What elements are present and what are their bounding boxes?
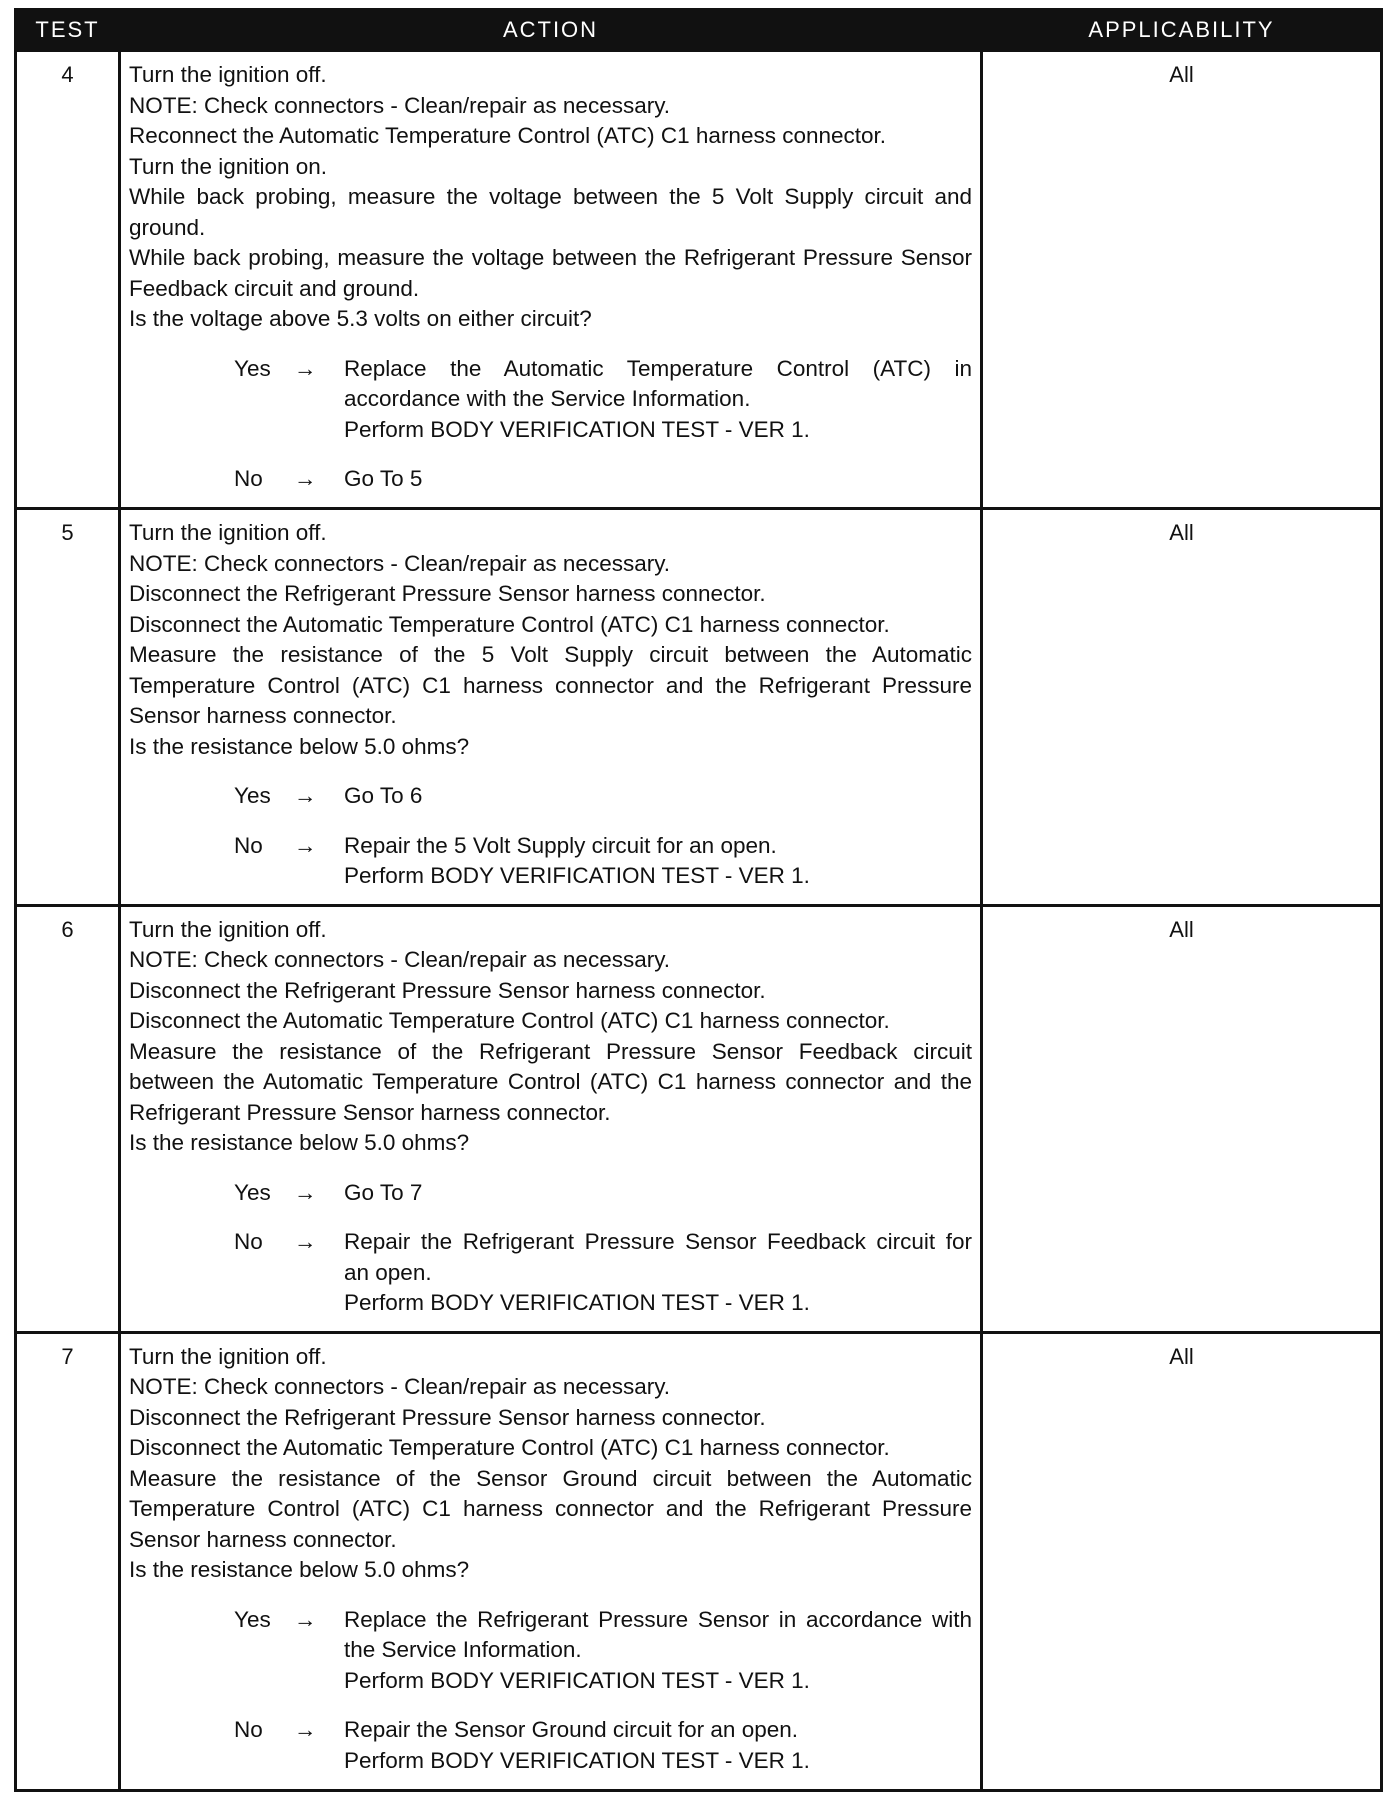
arrow-right-icon: →	[294, 1717, 317, 1743]
result-line: Replace the Refrigerant Pressure Sensor in accordance with the Service Information.	[344, 1606, 972, 1663]
answer-list	[129, 1605, 972, 1777]
action-cell	[120, 509, 982, 905]
result-line: Repair the 5 Volt Supply circuit for an open.	[344, 832, 777, 858]
arrow-right-icon: →	[294, 1229, 317, 1254]
arrow-right-icon: →	[294, 355, 317, 381]
action-step: Disconnect the Automatic Temperature Control (ATC) C1 harness connector.	[129, 1008, 890, 1033]
answer-yes	[129, 781, 972, 812]
result-line: Go To 5	[344, 466, 423, 491]
applicability-value: All	[982, 905, 1382, 1332]
arrow-right-icon: →	[294, 832, 317, 858]
answer-no	[129, 1715, 972, 1776]
applicability-value: All	[982, 509, 1382, 905]
action-step: Is the resistance below 5.0 ohms?	[129, 1130, 470, 1155]
arrow-right-icon: →	[294, 466, 317, 491]
answer-result	[344, 1715, 972, 1776]
action-step: NOTE: Check connectors - Clean/repair as necessary.	[129, 1374, 671, 1400]
answer-label: Yes	[234, 355, 271, 381]
result-line: Perform BODY VERIFICATION TEST - VER 1.	[344, 1747, 810, 1773]
answer-list	[129, 781, 972, 892]
test-number: 6	[16, 905, 120, 1332]
header-test: TEST	[16, 10, 120, 51]
action-cell	[120, 905, 982, 1332]
action-step: Disconnect the Automatic Temperature Control (ATC) C1 harness connector.	[129, 1435, 890, 1461]
result-line: Perform BODY VERIFICATION TEST - VER 1.	[344, 1290, 810, 1315]
result-line: Perform BODY VERIFICATION TEST - VER 1.	[344, 1667, 810, 1693]
action-cell	[120, 51, 982, 509]
test-number: 7	[16, 1332, 120, 1790]
header-action: ACTION	[120, 10, 982, 51]
action-step: Turn the ignition off.	[129, 1343, 327, 1369]
answer-label: No	[234, 1717, 263, 1743]
answer-result	[344, 1178, 972, 1209]
answer-yes	[129, 1605, 972, 1697]
answer-no	[129, 1227, 972, 1319]
action-step: Disconnect the Automatic Temperature Control (ATC) C1 harness connector.	[129, 611, 890, 637]
answer-result	[344, 1227, 972, 1319]
answer-result	[344, 1605, 972, 1697]
action-step: Is the resistance below 5.0 ohms?	[129, 1557, 470, 1583]
action-step: Turn the ignition off.	[129, 520, 327, 546]
result-line: Repair the Sensor Ground circuit for an open.	[344, 1717, 798, 1743]
result-line: Replace the Automatic Temperature Control (ATC) in accordance with the Service Information.	[344, 355, 972, 411]
table-header-row	[16, 10, 1382, 51]
answer-result	[344, 464, 972, 495]
action-step: Reconnect the Automatic Temperature Control (ATC) C1 harness connector.	[129, 123, 887, 148]
action-step: Measure the resistance of the Refrigerant Pressure Sensor Feedback circuit between the Automatic Temperature Control (ATC) C1 harness connector and the Refrigerant Pressure Sensor harness connector.	[129, 1038, 972, 1125]
action-step: Disconnect the Refrigerant Pressure Sensor harness connector.	[129, 581, 766, 607]
answer-yes	[129, 1178, 972, 1209]
header-applicability: APPLICABILITY	[982, 10, 1382, 51]
answer-no	[129, 464, 972, 495]
action-step: Is the resistance below 5.0 ohms?	[129, 733, 470, 759]
action-step: While back probing, measure the voltage between the 5 Volt Supply circuit and ground.	[129, 184, 972, 240]
answer-label: No	[234, 1229, 263, 1254]
arrow-right-icon: →	[294, 1179, 317, 1205]
result-line: Perform BODY VERIFICATION TEST - VER 1.	[344, 863, 810, 889]
test-row	[16, 1332, 1382, 1790]
result-line: Repair the Refrigerant Pressure Sensor Feedback circuit for an open.	[344, 1229, 972, 1285]
answer-label: Yes	[234, 783, 271, 809]
answer-label: No	[234, 832, 263, 858]
answer-result	[344, 354, 972, 446]
test-row	[16, 905, 1382, 1332]
answer-label: Yes	[234, 1606, 271, 1632]
answer-result	[344, 781, 972, 812]
action-step: Turn the ignition off.	[129, 62, 327, 87]
test-number: 4	[16, 51, 120, 509]
action-step: Turn the ignition on.	[129, 153, 328, 179]
answer-list	[129, 354, 972, 495]
action-step: Measure the resistance of the Sensor Ground circuit between the Automatic Temperature Control (ATC) C1 harness connector and the Refrigerant Pressure Sensor harness connector.	[129, 1465, 972, 1552]
action-step: While back probing, measure the voltage between the Refrigerant Pressure Sensor Feedback circuit and ground.	[129, 245, 972, 301]
answer-label: Yes	[234, 1179, 271, 1205]
test-row	[16, 51, 1382, 509]
action-step: NOTE: Check connectors - Clean/repair as necessary.	[129, 550, 671, 576]
arrow-right-icon: →	[294, 1606, 317, 1632]
test-number: 5	[16, 509, 120, 905]
applicability-value: All	[982, 1332, 1382, 1790]
answer-list	[129, 1178, 972, 1319]
applicability-value: All	[982, 51, 1382, 509]
action-step: Is the voltage above 5.3 volts on either circuit?	[129, 306, 592, 331]
action-step: Disconnect the Refrigerant Pressure Sensor harness connector.	[129, 1404, 766, 1430]
action-step: NOTE: Check connectors - Clean/repair as necessary.	[129, 92, 671, 118]
result-line: Perform BODY VERIFICATION TEST - VER 1.	[344, 416, 810, 442]
answer-label: No	[234, 466, 263, 491]
result-line: Go To 7	[344, 1179, 423, 1205]
answer-yes	[129, 354, 972, 446]
action-step: NOTE: Check connectors - Clean/repair as necessary.	[129, 947, 671, 972]
arrow-right-icon: →	[294, 783, 317, 809]
result-line: Go To 6	[344, 783, 423, 809]
answer-result	[344, 831, 972, 892]
action-step: Measure the resistance of the 5 Volt Supply circuit between the Automatic Temperature Control (ATC) C1 harness connector and the Refrigerant Pressure Sensor harness connector.	[129, 642, 972, 729]
action-step: Disconnect the Refrigerant Pressure Sensor harness connector.	[129, 977, 766, 1003]
table-body	[16, 51, 1382, 1791]
action-cell	[120, 1332, 982, 1790]
diagnostic-test-table	[14, 8, 1383, 1792]
action-step: Turn the ignition off.	[129, 916, 327, 942]
test-row	[16, 509, 1382, 905]
answer-no	[129, 831, 972, 892]
